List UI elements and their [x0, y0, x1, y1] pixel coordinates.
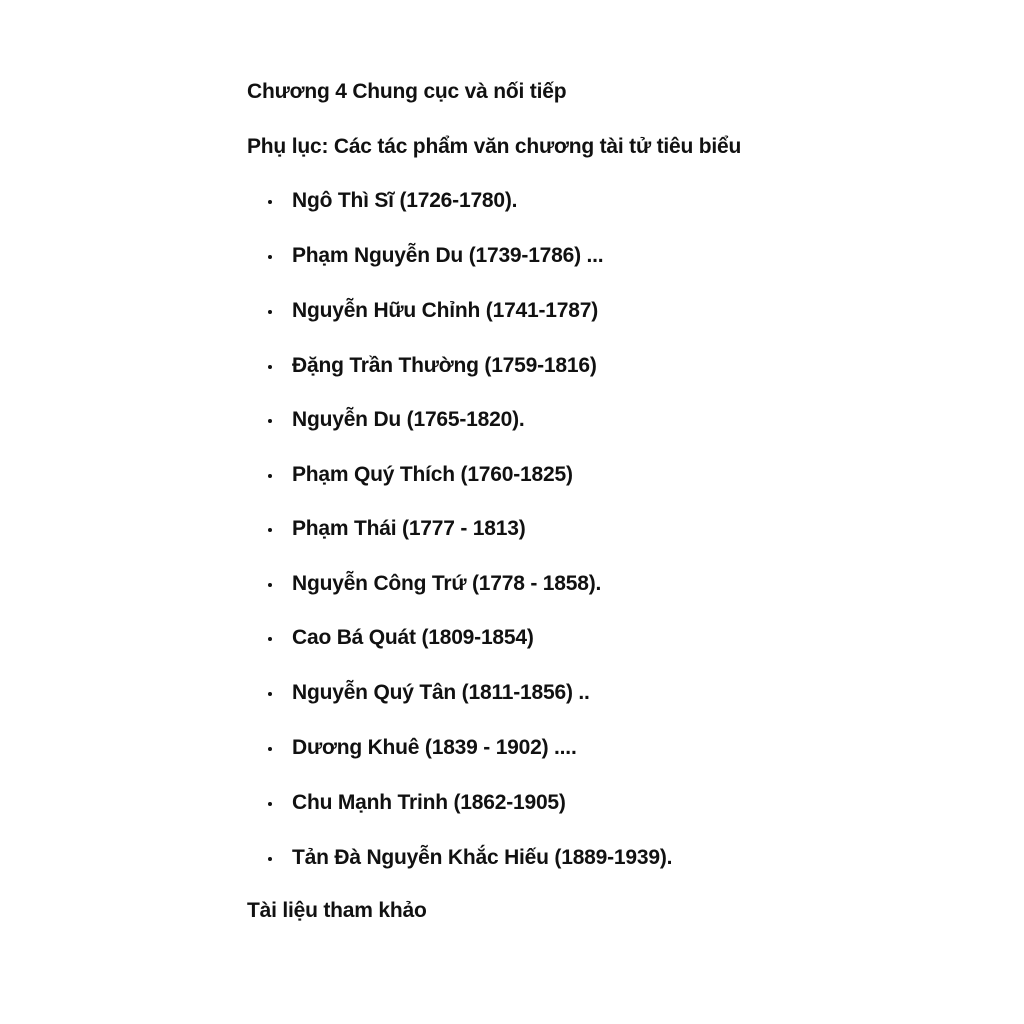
author-entry: Nguyễn Hữu Chỉnh (1741-1787): [292, 299, 599, 322]
author-entry: Nguyễn Công Trứ (1778 - 1858).: [292, 572, 602, 595]
bullet-icon: [268, 310, 272, 314]
author-entry: Phạm Quý Thích (1760-1825): [292, 463, 573, 486]
bullet-icon: [268, 528, 272, 532]
bullet-icon: [268, 637, 272, 641]
author-entry: Dương Khuê (1839 - 1902) ....: [292, 736, 577, 759]
author-entry: Tản Đà Nguyễn Khắc Hiếu (1889-1939).: [292, 846, 673, 869]
appendix-heading: Phụ lục: Các tác phẩm văn chương tài tử tiêu biểu: [247, 135, 742, 158]
bullet-icon: [268, 365, 272, 369]
author-entry: Phạm Nguyễn Du (1739-1786) ...: [292, 244, 604, 267]
author-entry: Đặng Trần Thường (1759-1816): [292, 354, 597, 377]
bullet-icon: [268, 857, 272, 861]
bullet-icon: [268, 474, 272, 478]
bullet-icon: [268, 200, 272, 204]
bullet-icon: [268, 692, 272, 696]
author-entry: Cao Bá Quát (1809-1854): [292, 626, 534, 649]
bullet-icon: [268, 747, 272, 751]
references-heading: Tài liệu tham khảo: [247, 899, 427, 922]
bullet-icon: [268, 419, 272, 423]
bullet-icon: [268, 802, 272, 806]
chapter-heading: Chương 4 Chung cục và nối tiếp: [247, 80, 567, 103]
author-entry: Nguyễn Quý Tân (1811-1856) ..: [292, 681, 590, 704]
bullet-icon: [268, 255, 272, 259]
author-entry: Phạm Thái (1777 - 1813): [292, 517, 526, 540]
bullet-icon: [268, 583, 272, 587]
author-entry: Chu Mạnh Trinh (1862-1905): [292, 791, 566, 814]
author-entry: Nguyễn Du (1765-1820).: [292, 408, 525, 431]
author-entry: Ngô Thì Sĩ (1726-1780).: [292, 189, 518, 212]
